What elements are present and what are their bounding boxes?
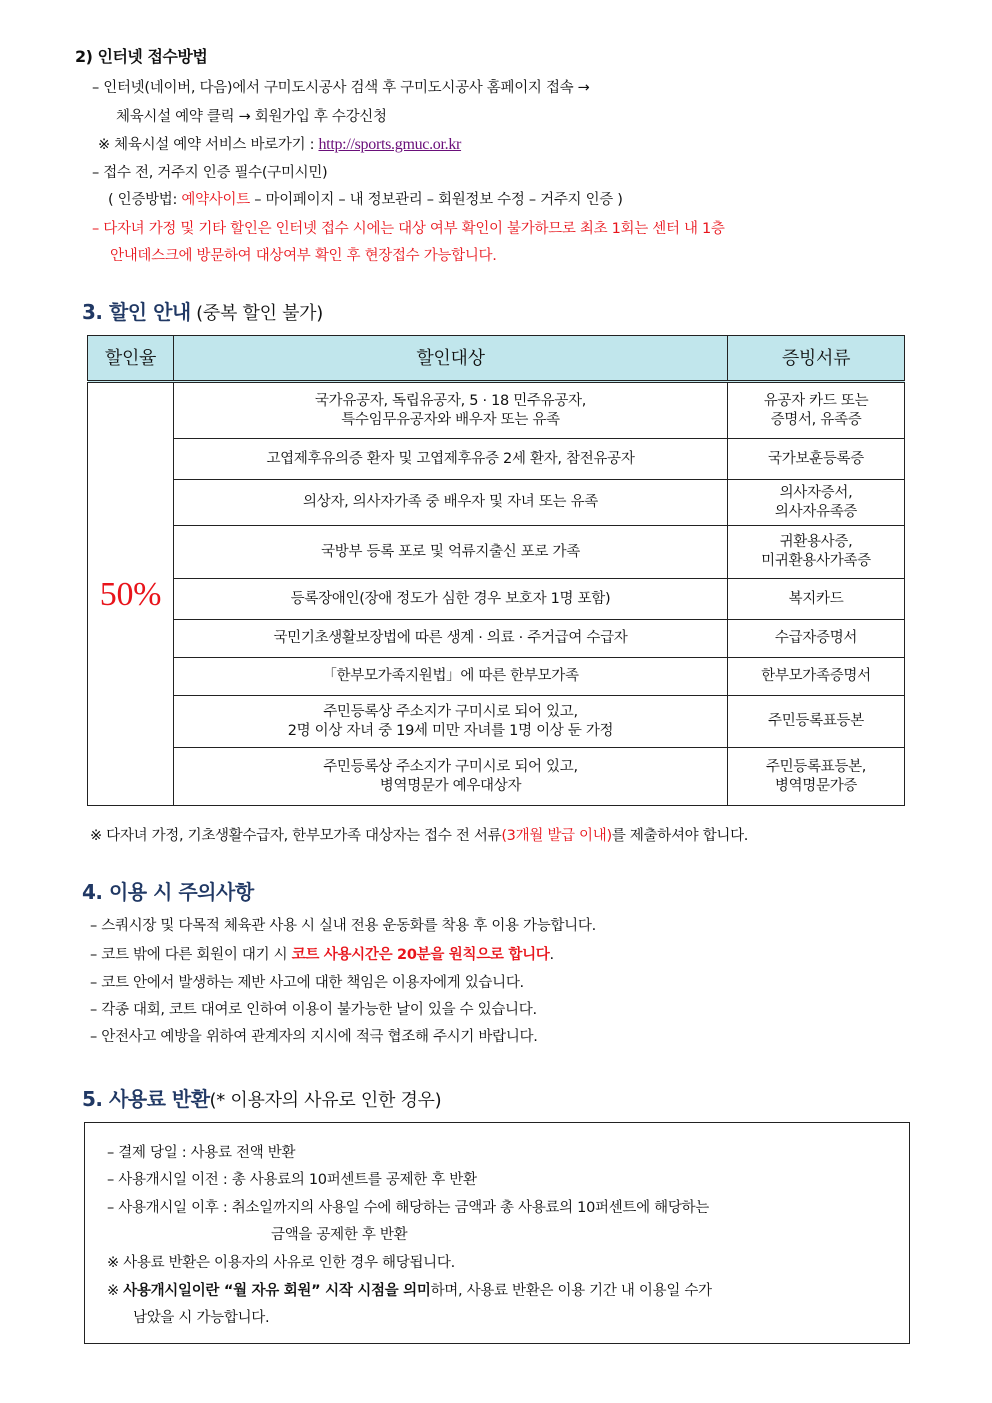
proof-cell: 주민등록표등본 <box>728 696 905 748</box>
caution-item: – 안전사고 예방을 위하여 관계자의 지시에 적극 협조해 주시기 바랍니다. <box>90 1029 538 1045</box>
shortcut-line <box>98 133 461 154</box>
table-row <box>88 526 905 579</box>
table-row <box>88 382 905 439</box>
target-cell: 등록장애인(장애 정도가 심한 경우 보호자 1명 포함) <box>174 579 728 620</box>
caution-item <box>90 943 554 964</box>
internet-section-title: 2) 인터넷 접수방법 <box>75 47 208 66</box>
footnote-suffix: 를 제출하셔야 합니다. <box>611 828 749 844</box>
start-date-definition: 사용개시일이란 “월 자유 회원” 시작 시점을 의미 <box>123 1283 431 1299</box>
header-target: 할인대상 <box>174 336 728 382</box>
refund-line: – 사용개시일 이전 : 총 사용료의 10퍼센트를 공제한 후 반환 <box>107 1172 477 1188</box>
target-cell: 의상자, 의사자가족 중 배우자 및 자녀 또는 유족 <box>174 480 728 526</box>
refund-line: – 결제 당일 : 사용료 전액 반환 <box>107 1145 296 1161</box>
target-cell: 고엽제후유의증 환자 및 고엽제후유증 2세 환자, 참전유공자 <box>174 439 728 480</box>
table-row <box>88 658 905 696</box>
table-row <box>88 579 905 620</box>
internet-line-1: – 인터넷(네이버, 다음)에서 구미도시공사 검색 후 구미도시공사 홈페이지 접속 → <box>92 80 590 96</box>
target-cell: 국민기초생활보장법에 따른 생계 · 의료 · 주거급여 수급자 <box>174 620 728 658</box>
table-row <box>88 696 905 748</box>
shortcut-label: ※ 체육시설 예약 서비스 바로가기 : <box>98 137 319 153</box>
caution-item: – 코트 안에서 발생하는 제반 사고에 대한 책임은 이용자에게 있습니다. <box>90 975 524 991</box>
refund-section-note: (* 이용자의 사유로 인한 경우) <box>209 1090 442 1111</box>
refund-note-2-cont: 남았을 시 가능합니다. <box>133 1310 270 1326</box>
table-row <box>88 480 905 526</box>
discount-section-title: 3. 할인 안내 <box>82 300 191 324</box>
internet-line-2: 체육시설 예약 클릭 → 회원가입 후 수강신청 <box>116 109 387 125</box>
caution-section-title: 4. 이용 시 주의사항 <box>82 880 254 904</box>
discount-rate: 50% <box>88 382 174 806</box>
refund-note: ※ 사용료 반환은 이용자의 사유로 인한 경우 해당됩니다. <box>107 1255 455 1271</box>
court-time-rule: 코트 사용시간은 20분을 원칙으로 합니다 <box>291 947 550 963</box>
proof-cell: 한부모가족증명서 <box>728 658 905 696</box>
target-cell: 「한부모가족지원법」에 따른 한부모가족 <box>174 658 728 696</box>
proof-cell: 귀환용사증, 미귀환용사가족증 <box>728 526 905 579</box>
caution-item-text: – 코트 밖에 다른 회원이 대기 시 <box>90 947 292 963</box>
discount-section-heading <box>82 296 323 325</box>
auth-method-line <box>108 188 623 209</box>
notice-line-2: 안내데스크에 방문하여 대상여부 확인 후 현장접수 가능합니다. <box>110 248 497 264</box>
target-cell: 주민등록상 주소지가 구미시로 되어 있고, 병역명문가 예우대상자 <box>174 748 728 806</box>
caution-item: – 스쿼시장 및 다목적 체육관 사용 시 실내 전용 운동화를 착용 후 이용 가능합니다. <box>90 918 596 934</box>
target-cell: 국가유공자, 독립유공자, 5 · 18 민주유공자, 특수임무유공자와 배우자 또는 유족 <box>174 382 728 439</box>
refund-line: – 사용개시일 이후 : 취소일까지의 사용일 수에 해당하는 금액과 총 사용료의 10퍼센트에 해당하는 <box>107 1200 709 1216</box>
refund-line: 금액을 공제한 후 반환 <box>271 1227 408 1243</box>
table-row <box>88 748 905 806</box>
note-rest: 하며, 사용료 반환은 이용 기간 내 이용일 수가 <box>430 1283 712 1299</box>
discount-table <box>87 335 905 806</box>
auth-method-path: – 마이페이지 – 내 정보관리 – 회원정보 수정 – 거주지 인증 ) <box>249 192 623 208</box>
caution-item-end: . <box>549 947 554 963</box>
header-rate: 할인율 <box>88 336 174 382</box>
refund-section-heading <box>82 1083 441 1112</box>
proof-cell: 수급자증명서 <box>728 620 905 658</box>
refund-note-2 <box>107 1279 712 1300</box>
proof-cell: 복지카드 <box>728 579 905 620</box>
footnote-prefix: ※ 다자녀 가정, 기초생활수급자, 한부모가족 대상자는 접수 전 서류 <box>90 828 502 844</box>
auth-method-prefix: ( 인증방법: <box>108 192 182 208</box>
notice-line-1: – 다자녀 가정 및 기타 할인은 인터넷 접수 시에는 대상 여부 확인이 불가하므로 최초 1회는 센터 내 1층 <box>92 221 725 237</box>
discount-section-note: (중복 할인 불가) <box>190 303 323 324</box>
auth-site-text: 예약사이트 <box>181 192 250 208</box>
proof-cell: 유공자 카드 또는 증명서, 유족증 <box>728 382 905 439</box>
proof-cell: 주민등록표등본, 병역명문가증 <box>728 748 905 806</box>
footnote-red: (3개월 발급 이내) <box>501 828 612 844</box>
target-cell: 국방부 등록 포로 및 억류지출신 포로 가족 <box>174 526 728 579</box>
table-row <box>88 620 905 658</box>
sports-reservation-link[interactable]: http://sports.gmuc.or.kr <box>318 136 462 153</box>
discount-footnote <box>90 824 748 845</box>
proof-cell: 의사자증서, 의사자유족증 <box>728 480 905 526</box>
proof-cell: 국가보훈등록증 <box>728 439 905 480</box>
refund-box <box>84 1122 910 1344</box>
caution-item: – 각종 대회, 코트 대여로 인하여 이용이 불가능한 날이 있을 수 있습니다. <box>90 1002 537 1018</box>
note-mark: ※ <box>107 1283 124 1299</box>
header-proof: 증빙서류 <box>728 336 905 382</box>
target-cell: 주민등록상 주소지가 구미시로 되어 있고, 2명 이상 자녀 중 19세 미만 자녀를 1명 이상 둔 가정 <box>174 696 728 748</box>
table-row <box>88 439 905 480</box>
refund-section-title: 5. 사용료 반환 <box>82 1087 210 1111</box>
residence-auth-line: – 접수 전, 거주지 인증 필수(구미시민) <box>92 165 328 181</box>
